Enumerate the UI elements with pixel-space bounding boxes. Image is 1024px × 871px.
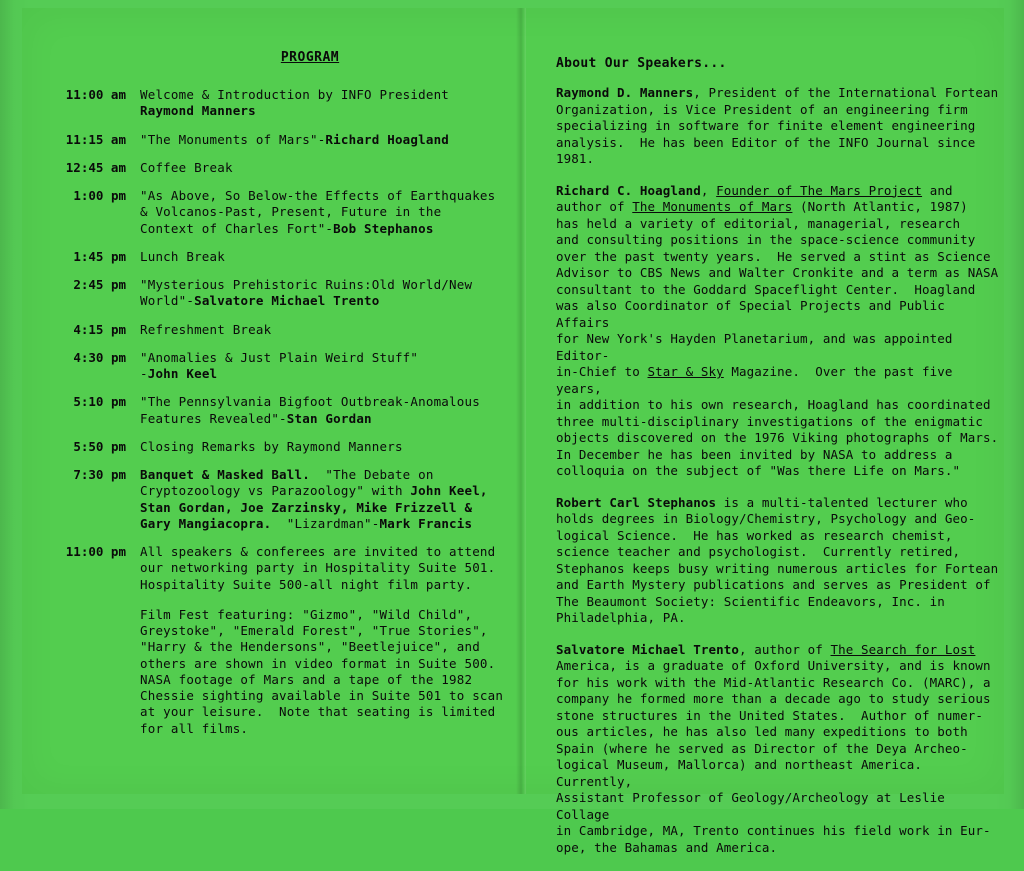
schedule-time: 11:00 pm (65, 544, 126, 559)
schedule-description: "Anomalies & Just Plain Weird Stuff" -John Keel (140, 349, 419, 381)
schedule-description: Film Fest featuring: "Gizmo", "Wild Child", Greystoke", "Emerald Forest", "True Stories", "Harry & the Hendersons", "Beetlejuice", and others are shown in video format in Suite 500. NASA footage of Mars and a tape of the 1982 Chessie sighting available in Suite 501 to scan at your leisure. Note that seating is limited for all films. (140, 606, 504, 736)
speakers-column (556, 56, 1001, 871)
schedule-description: "Mysterious Prehistoric Ruins:Old World/New World"-Salvatore Michael Trento (140, 277, 473, 309)
schedule-time: 5:50 pm (73, 438, 126, 454)
schedule-time: 5:10 pm (73, 394, 126, 410)
schedule-row (56, 277, 506, 310)
schedule-row (56, 439, 506, 455)
speakers-heading: About Our Speakers... (556, 56, 727, 71)
schedule-time: 11:15 am (65, 131, 126, 147)
schedule-time: 1:45 pm (73, 248, 126, 264)
center-fold-shadow (516, 8, 526, 794)
schedule-description: All speakers & conferees are invited to attend our networking party in Hospitality Suite 501. Hospitality Suite 500-all night film party. (140, 544, 496, 592)
speaker-bios-list (556, 85, 1001, 856)
speaker-bio: Robert Carl Stephanos is a multi-talented lecturer who holds degrees in Biology/Chemistry, Psychology and Geo- logical Science. He has worked as research chemist, science teacher and psychologist. Currently retired, Stephanos keeps busy writing numerous articles for Fortean and Earth Mystery publications and serves as President of The Beaumont Society: Scientific Endeavors, Inc. in Philadelphia, PA. (556, 494, 999, 625)
schedule-time (56, 607, 140, 737)
schedule-description: Welcome & Introduction by INFO President Raymond Manners (140, 87, 450, 119)
schedule-time: 2:45 pm (73, 277, 126, 292)
speaker-bio: Salvatore Michael Trento, author of The Search for Lost America, is a graduate of Oxford University, and is known for his work with the Mid-Atlantic Research Co. (MARC), a company he formed more than a decade ago to study serious stone structures in the United States. Author of numer- ous articles, he has also led many expeditions to both Spain (where he served as Director of the Deya Archeo- logical Museum, Mallorca) and northeast America. Currently, Assistant Professor of Geology/Archeology at Leslie Collage in Cambridge, MA, Trento continues his field work in Eur- ope, the Bahamas and America. (556, 641, 991, 855)
schedule-row (56, 607, 506, 737)
program-title: PROGRAM (280, 50, 340, 65)
schedule-row (56, 394, 506, 427)
schedule-list (56, 87, 506, 737)
schedule-description: Banquet & Masked Ball. "The Debate on Cryptozoology vs Parazoology" with John Keel, Stan Gordan, Joe Zarzinsky, Mike Frizzell & Gary Mangiacopra. "Lizardman"-Mark Francis (140, 467, 488, 531)
schedule-row (56, 322, 506, 338)
schedule-row (56, 350, 506, 383)
schedule-row (56, 87, 506, 120)
schedule-row (56, 467, 506, 532)
schedule-description: "The Pennsylvania Bigfoot Outbreak-Anomalous Features Revealed"-Stan Gordan (140, 394, 480, 426)
schedule-time: 11:00 am (65, 87, 126, 102)
schedule-time: 1:00 pm (73, 188, 126, 203)
schedule-row (56, 160, 506, 176)
schedule-row (56, 188, 506, 237)
speaker-bio: Raymond D. Manners, President of the International Fortean Organization, is Vice President of an engineering firm specializing in software for finite element engineering analysis. He has been Editor of the INFO Journal since 1981. (556, 85, 999, 166)
schedule-description: "As Above, So Below-the Effects of Earthquakes & Volcanos-Past, Present, Future in the Context of Charles Fort"-Bob Stephanos (140, 188, 496, 236)
schedule-row (56, 132, 506, 148)
schedule-time: 12:45 am (65, 159, 126, 175)
program-column (56, 50, 506, 749)
schedule-description: Refreshment Break (140, 321, 272, 337)
schedule-description: "The Monuments of Mars"-Richard Hoagland (140, 131, 450, 147)
speaker-bio: Richard C. Hoagland, Founder of The Mars Project and author of The Monuments of Mars (North Atlantic, 1987) has held a variety of editorial, managerial, research and consulting positions in the space-science community over the past twenty years. He served a stint as Science Advisor to CBS News and Walter Cronkite and a term as NASA consultant to the Goddard Spaceflight Center. Hoagland was also Coordinator of Special Projects and Public Affairs for New York's Hayden Planetarium, and was appointed Editor- in-Chief to Star & Sky Magazine. Over the past five years, in addition to his own research, Hoagland has coordinated three multi-disciplinary investigations of the enigmatic objects discovered on the 1976 Viking photographs of Mars. In December he has been invited by NASA to address a colloquia on the subject of "Was there Life on Mars." (556, 182, 999, 478)
schedule-time: 4:30 pm (73, 349, 126, 365)
schedule-row (56, 544, 506, 593)
schedule-description: Coffee Break (140, 159, 233, 175)
schedule-time: 4:15 pm (73, 321, 126, 337)
schedule-description: Closing Remarks by Raymond Manners (140, 438, 403, 454)
schedule-row (56, 249, 506, 265)
schedule-time: 7:30 pm (73, 467, 126, 482)
schedule-description: Lunch Break (140, 248, 225, 264)
